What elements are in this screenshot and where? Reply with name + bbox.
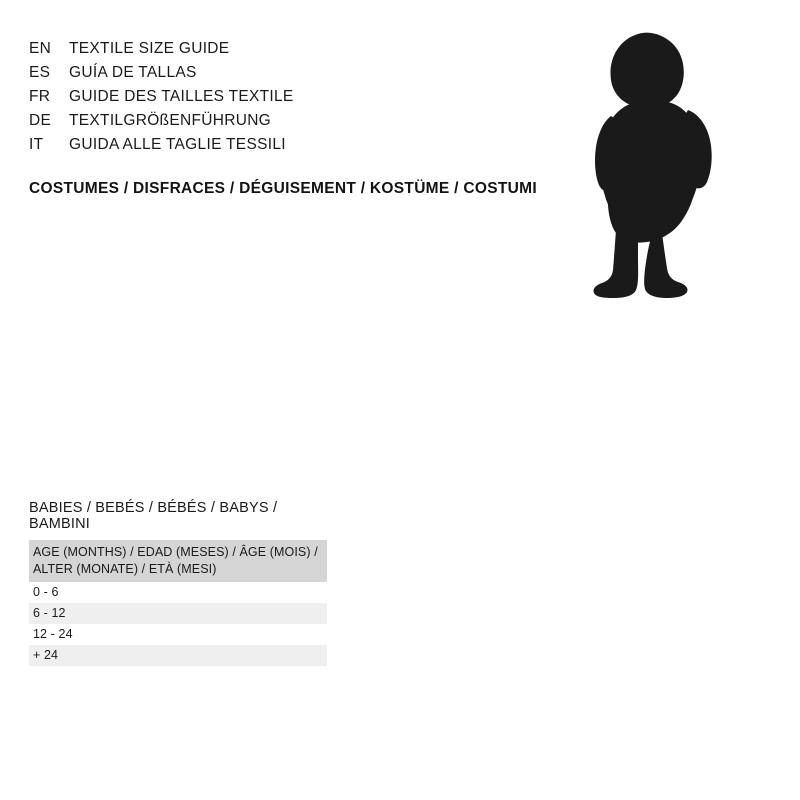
size-table-block <box>29 500 329 666</box>
table-row <box>29 582 327 603</box>
language-row <box>29 40 459 64</box>
table-cell-age: 6 - 12 <box>29 603 327 624</box>
table-cell-age: 0 - 6 <box>29 582 327 603</box>
column-header-age: AGE (MONTHS) / EDAD (MESES) / ÂGE (MOIS) / ALTER (MONATE) / ETÀ (MESI) <box>29 540 327 582</box>
language-code: EN <box>29 40 52 57</box>
table-cell-age: + 24 <box>29 645 327 666</box>
size-table-head <box>29 540 327 582</box>
language-title: TEXTILGRÖßENFÜHRUNG <box>69 112 272 129</box>
language-code: FR <box>29 88 51 105</box>
language-row <box>29 88 459 112</box>
language-code: DE <box>29 112 52 129</box>
language-code: IT <box>29 136 44 153</box>
language-code: ES <box>29 64 51 81</box>
table-header-row <box>29 540 327 582</box>
table-caption: BABIES / BEBÉS / BÉBÉS / BABYS / BAMBINI <box>29 500 278 532</box>
language-title: GUIDA ALLE TAGLIE TESSILI <box>69 136 286 153</box>
table-row <box>29 645 327 666</box>
size-table <box>29 540 327 666</box>
size-table-body <box>29 582 327 666</box>
toddler-silhouette-icon <box>575 30 750 300</box>
language-title: GUÍA DE TALLAS <box>69 64 197 81</box>
language-row <box>29 136 459 160</box>
table-cell-age: 12 - 24 <box>29 624 327 645</box>
language-title: TEXTILE SIZE GUIDE <box>69 40 230 57</box>
language-title: GUIDE DES TAILLES TEXTILE <box>69 88 294 105</box>
category-title: COSTUMES / DISFRACES / DÉGUISEMENT / KOSTÜME / COSTUMI <box>29 180 537 197</box>
language-row <box>29 112 459 136</box>
table-row <box>29 624 327 645</box>
language-list <box>29 40 459 160</box>
table-row <box>29 603 327 624</box>
language-row <box>29 64 459 88</box>
